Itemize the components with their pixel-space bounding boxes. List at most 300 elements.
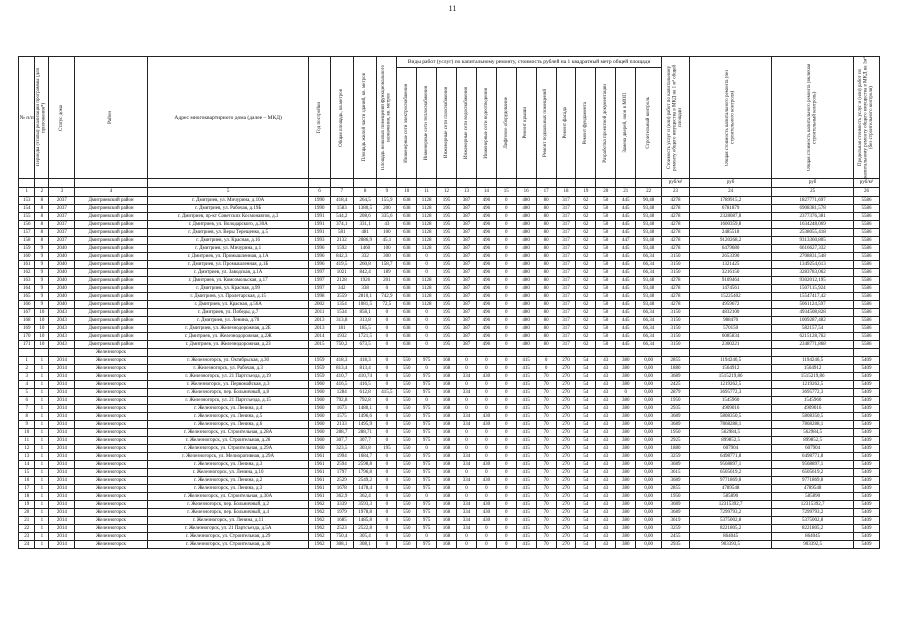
table-cell: 154 <box>19 205 35 213</box>
table-cell: 0 <box>496 261 516 269</box>
table-cell: 43 <box>596 373 616 381</box>
table-cell: 480 <box>516 277 536 285</box>
table-cell: 415 <box>516 357 536 365</box>
table-cell: 270 <box>556 365 576 373</box>
table-cell: 2014 <box>49 525 75 533</box>
table-cell: 2040 <box>49 245 75 253</box>
table-cell: 1 <box>35 453 49 461</box>
table-cell: 168 <box>19 317 35 325</box>
table-cell: 5409 <box>854 469 880 477</box>
table-cell: 5409 <box>854 461 880 469</box>
table-cell: Дмитриевский район <box>75 221 148 229</box>
table-row <box>19 517 880 525</box>
table-cell: 62 <box>576 293 596 301</box>
unit-cell <box>516 179 536 188</box>
table-cell: 2300221 <box>690 341 772 349</box>
table-cell: 50 <box>596 309 616 317</box>
table-cell: 12315392,7 <box>772 501 854 509</box>
table-cell: 0 <box>496 421 516 429</box>
table-cell: 93,48 <box>636 229 662 237</box>
table-cell: Железногорск <box>75 533 148 541</box>
table-cell: 50 <box>596 317 616 325</box>
table-cell: 4959672 <box>690 301 772 309</box>
table-row <box>19 333 880 341</box>
table-cell: 387 <box>457 341 477 349</box>
table-cell: 5586 <box>854 221 880 229</box>
table-cell: 3615 <box>661 469 689 477</box>
table-cell: 160 <box>19 253 35 261</box>
table-cell: 1380,5 <box>353 205 376 213</box>
col-total-cost-header: Общая стоимость капитального ремонта (без строительного контроля) <box>690 57 772 179</box>
table-cell: 0 <box>496 509 516 517</box>
table-cell: 380 <box>616 461 636 469</box>
table-cell: 445 <box>616 269 636 277</box>
table-cell: 80 <box>536 325 556 333</box>
table-cell: 9 <box>19 421 35 429</box>
table-cell: 54 <box>576 413 596 421</box>
table-cell: 585890 <box>690 493 772 501</box>
table-cell: Железногорск <box>75 477 148 485</box>
table-cell: 1962 <box>309 525 330 533</box>
table-cell: г. Дмитриев, ул. Промышленная, д.1А <box>147 253 309 261</box>
table-cell: 638 <box>397 205 417 213</box>
table-cell: 415 <box>516 373 536 381</box>
table-cell: 168 <box>437 485 457 493</box>
table-cell: 5409 <box>854 389 880 397</box>
table-cell: 43 <box>596 381 616 389</box>
table-cell: 317 <box>556 285 576 293</box>
table-row <box>19 197 880 205</box>
table-cell: Дмитриевский район <box>75 261 148 269</box>
column-number: 20 <box>596 188 616 197</box>
table-cell: 54 <box>576 453 596 461</box>
table-cell: 550 <box>397 517 417 525</box>
table-cell: 6498771,8 <box>690 453 772 461</box>
table-cell: 1515219,86 <box>690 373 772 381</box>
table-cell: 415,5 <box>377 389 397 397</box>
table-cell: 317 <box>556 221 576 229</box>
table-cell: 80 <box>536 333 556 341</box>
table-cell: 5586 <box>854 245 880 253</box>
table-cell: 2485518 <box>690 229 772 237</box>
table-cell: 54 <box>576 373 596 381</box>
table-cell: 415 <box>516 381 536 389</box>
table-cell: 5375002,8 <box>772 517 854 525</box>
table-cell: 195 <box>437 341 457 349</box>
table-cell: 975 <box>417 389 437 397</box>
table-cell: 153 <box>19 197 35 205</box>
table-cell: 70 <box>536 413 556 421</box>
table-cell: 0 <box>496 397 516 405</box>
table-cell: 1194246,5 <box>772 357 854 365</box>
table-cell: 1480,1 <box>353 405 376 413</box>
column-number: 18 <box>556 188 576 197</box>
table-cell: 496 <box>476 213 496 221</box>
table-cell: 612,8 <box>353 389 376 397</box>
table-cell: 5409 <box>854 373 880 381</box>
table-cell: Дмитриевский район <box>75 341 148 349</box>
table-cell: 1 <box>35 389 49 397</box>
table-cell <box>661 349 689 357</box>
table-cell: 90,48 <box>636 197 662 205</box>
table-cell: 14 <box>19 461 35 469</box>
table-cell: 430 <box>476 501 496 509</box>
table-cell: 43 <box>596 469 616 477</box>
table-cell: 410,7 <box>330 373 353 381</box>
table-cell: 0 <box>457 405 477 413</box>
table-row <box>19 285 880 293</box>
table-row <box>19 389 880 397</box>
table-cell: 9 <box>35 261 49 269</box>
table-cell: 387 <box>457 317 477 325</box>
table-cell: 0 <box>496 517 516 525</box>
table-cell: Железногорск <box>75 405 148 413</box>
table-cell: 66,34 <box>636 333 662 341</box>
table-cell: Дмитриевский район <box>75 229 148 237</box>
table-cell: 975 <box>417 501 437 509</box>
table-cell: 43 <box>596 429 616 437</box>
table-cell: г. Железногорск, пер. Больничный, д.8 <box>147 389 309 397</box>
table-cell: 0 <box>496 309 516 317</box>
table-cell: Железногорск <box>75 413 148 421</box>
table-cell: 387 <box>457 333 477 341</box>
table-cell: 54 <box>576 501 596 509</box>
table-cell: 0,00 <box>636 421 662 429</box>
table-cell: 0 <box>496 245 516 253</box>
table-cell: 1997 <box>309 269 330 277</box>
table-cell: 607904 <box>772 445 854 453</box>
table-cell: г. Дмитриев, ул. Заводская, д.1А <box>147 269 309 277</box>
table-cell: г. Дмитриев, ул. Железнодорожная, д.2Ж <box>147 333 309 341</box>
table-cell <box>309 349 330 357</box>
table-cell: 858,1 <box>353 309 376 317</box>
table-cell: 307,7 <box>353 437 376 445</box>
table-cell: 0 <box>496 317 516 325</box>
table-row <box>19 261 880 269</box>
table-cell: 445 <box>616 293 636 301</box>
table-cell <box>147 349 309 357</box>
table-cell: 975 <box>417 437 437 445</box>
table-cell: 550 <box>397 389 417 397</box>
table-cell: 0 <box>476 469 496 477</box>
table-cell: 550 <box>397 437 417 445</box>
work-type-header: Инженерные сети теплоснабжения <box>417 68 437 179</box>
table-cell: 8 <box>35 229 49 237</box>
table-cell: 496 <box>476 301 496 309</box>
table-cell: 50 <box>596 221 616 229</box>
table-cell: 638 <box>397 317 417 325</box>
table-cell: 6085834 <box>690 333 772 341</box>
page-number: 11 <box>448 4 457 13</box>
table-cell: 0 <box>417 333 437 341</box>
table-cell: 387 <box>457 229 477 237</box>
col-year-header: Год постройки <box>309 57 330 179</box>
table-cell: 2708831,548 <box>772 253 854 261</box>
table-cell: 4278 <box>661 205 689 213</box>
table-cell: 899852,5 <box>772 437 854 445</box>
table-cell: 2014 <box>49 493 75 501</box>
table-cell: 270 <box>556 373 576 381</box>
table-cell: 2014 <box>49 437 75 445</box>
table-cell: 300 <box>377 253 397 261</box>
table-cell: 195 <box>437 261 457 269</box>
table-cell: 70 <box>536 477 556 485</box>
table-cell: 4278 <box>661 229 689 237</box>
table-cell: 4909016 <box>772 405 854 413</box>
table-cell: 2529 <box>330 477 353 485</box>
table-cell: 0,00 <box>636 485 662 493</box>
table-cell: 5409 <box>854 437 880 445</box>
table-cell: 1960 <box>309 421 330 429</box>
table-cell: 158,7 <box>377 261 397 269</box>
table-cell: 270 <box>556 413 576 421</box>
column-number: 24 <box>690 188 772 197</box>
col-period-header: Периоды (этапы) реализации программы (для приложения*) <box>35 57 49 179</box>
table-cell: Железногорск <box>75 485 148 493</box>
table-cell: 50 <box>596 293 616 301</box>
table-cell: 5586 <box>854 197 880 205</box>
table-cell: 544,2 <box>330 213 353 221</box>
table-cell: 4278 <box>661 301 689 309</box>
table-cell: 496 <box>476 261 496 269</box>
table-cell: 161 <box>19 261 35 269</box>
table-cell: Железногорск <box>75 493 148 501</box>
table-cell: 1600359,8 <box>690 221 772 229</box>
table-cell: 5409 <box>854 429 880 437</box>
table-cell: 5409 <box>854 405 880 413</box>
table-cell: 550 <box>397 405 417 413</box>
table-cell: 334 <box>457 517 477 525</box>
table-cell: 380 <box>616 469 636 477</box>
table-cell: 419,5 <box>330 261 353 269</box>
table-cell: 975 <box>417 517 437 525</box>
table-cell: Дмитриевский район <box>75 277 148 285</box>
table-cell: 387 <box>457 309 477 317</box>
table-cell: 480 <box>516 293 536 301</box>
table-cell: 0 <box>377 469 397 477</box>
table-cell: 1678 <box>330 485 353 493</box>
table-row <box>19 469 880 477</box>
table-cell: Дмитриевский район <box>75 309 148 317</box>
table-cell: 50 <box>596 229 616 237</box>
table-cell: 54 <box>576 477 596 485</box>
table-cell: 445 <box>616 261 636 269</box>
table-cell: 168 <box>437 469 457 477</box>
table-cell: 270 <box>556 421 576 429</box>
table-cell: Железногорск <box>75 461 148 469</box>
table-cell: 162 <box>19 269 35 277</box>
table-cell: г. Железногорск, пер. Больничный, д.4 <box>147 509 309 517</box>
table-cell: 2014 <box>49 453 75 461</box>
table-cell: 1515219,86 <box>772 373 854 381</box>
table-cell: 415 <box>516 469 536 477</box>
table-cell: 0 <box>496 445 516 453</box>
table-cell: Железногорск <box>75 541 148 549</box>
table-cell: 171 <box>19 341 35 349</box>
table-cell: 3216150 <box>690 269 772 277</box>
table-cell: 70 <box>536 389 556 397</box>
table-cell: 1 <box>35 381 49 389</box>
table-cell: 43 <box>596 461 616 469</box>
table-cell: 582157,54 <box>772 325 854 333</box>
table-row <box>19 365 880 373</box>
table-cell: 496 <box>476 333 496 341</box>
table-cell: 0 <box>417 445 437 453</box>
table-cell: 43 <box>596 445 616 453</box>
table-cell: 0,00 <box>636 525 662 533</box>
table-cell: 155,9 <box>377 197 397 205</box>
table-cell: 0 <box>457 357 477 365</box>
table-cell: 208,6 <box>353 213 376 221</box>
table-cell: 9 <box>35 301 49 309</box>
table-cell: 380 <box>616 437 636 445</box>
table-cell: 4278 <box>661 237 689 245</box>
table-cell: 638 <box>397 309 417 317</box>
table-row <box>19 533 880 541</box>
table-cell: 0 <box>496 213 516 221</box>
table-cell: 1960 <box>309 437 330 445</box>
table-cell: 0 <box>496 301 516 309</box>
table-cell: 334 <box>457 413 477 421</box>
table-cell: 1996 <box>309 245 330 253</box>
table-cell: 387 <box>457 293 477 301</box>
table-cell: 1994 <box>330 453 353 461</box>
table-cell: 550 <box>397 421 417 429</box>
table-cell: Железногорск <box>75 357 148 365</box>
table-cell: 181 <box>330 325 353 333</box>
table-cell: 0 <box>457 437 477 445</box>
table-cell: 480 <box>516 245 536 253</box>
table-cell: г. Железногорск, ул. Строительная, д.28 <box>147 437 309 445</box>
table-cell: 54 <box>576 365 596 373</box>
table-cell: 334 <box>457 477 477 485</box>
table-cell: 842,4 <box>353 269 376 277</box>
table-cell: 6479680 <box>690 245 772 253</box>
table-cell: 975 <box>417 485 437 493</box>
unit-cell: руб <box>772 179 854 188</box>
col-cost-per-m2-header: Стоимость услуг и (или) работ по капитальному ремонту общего имущества в МКД на 1 м² общей площади <box>661 57 689 179</box>
work-type-header: Разработка проектной документации <box>596 68 616 179</box>
table-cell: 496 <box>476 237 496 245</box>
table-cell: Железногорск <box>75 469 148 477</box>
table-cell: 1 <box>35 509 49 517</box>
table-cell: 0 <box>496 269 516 277</box>
table-cell: 550 <box>397 461 417 469</box>
table-cell: 362,9 <box>330 493 353 501</box>
table-cell: 8 <box>35 197 49 205</box>
table-cell: г. Железногорск, ул. Ленина, д.11 <box>147 517 309 525</box>
work-type-header: Лифтовое оборудование <box>496 68 516 179</box>
table-cell: 0 <box>377 477 397 485</box>
table-cell: 387 <box>457 253 477 261</box>
table-cell: 21 <box>19 517 35 525</box>
table-cell: 66,34 <box>636 317 662 325</box>
table-cell: 1128 <box>417 197 437 205</box>
table-cell: 415 <box>516 365 536 373</box>
table-cell: 2014 <box>49 413 75 421</box>
table-cell: 6908381,578 <box>772 205 854 213</box>
table-cell: 380 <box>616 509 636 517</box>
table-cell: 4278 <box>661 245 689 253</box>
table-cell: 19 <box>19 501 35 509</box>
table-cell: 100 <box>377 229 397 237</box>
table-header <box>19 57 880 197</box>
table-cell: 0 <box>457 381 477 389</box>
table-cell: 43 <box>596 413 616 421</box>
unit-cell <box>330 179 353 188</box>
table-cell: г. Железногорск, ул. Строительная, д.29 <box>147 533 309 541</box>
table-cell: 313,8 <box>330 317 353 325</box>
table-cell: 481 <box>353 229 376 237</box>
table-cell: 317 <box>556 325 576 333</box>
table-cell: 62 <box>576 245 596 253</box>
table-cell: 0,00 <box>636 493 662 501</box>
table-cell: 1960 <box>309 389 330 397</box>
table-cell: 2015 <box>309 341 330 349</box>
table-cell: 842,3 <box>330 253 353 261</box>
column-number: 15 <box>496 188 516 197</box>
table-body <box>19 197 880 549</box>
table-cell: 260,8 <box>353 261 376 269</box>
table-cell: Железногорск <box>75 349 148 357</box>
table-cell: 638 <box>397 301 417 309</box>
table-cell <box>457 349 477 357</box>
table-cell: 1 <box>35 421 49 429</box>
col-status-header: Статус дома <box>49 57 75 179</box>
table-cell: 70 <box>536 397 556 405</box>
table-cell: 1950 <box>661 493 689 501</box>
table-cell: Дмитриевский район <box>75 269 148 277</box>
table-cell: 9 <box>35 293 49 301</box>
table-cell: 550 <box>397 453 417 461</box>
table-cell: 0 <box>377 413 397 421</box>
table-cell: 80 <box>536 269 556 277</box>
table-cell: 0,00 <box>636 469 662 477</box>
table-cell: Железногорск <box>75 381 148 389</box>
table-cell: 0 <box>616 389 636 397</box>
table-cell: 169 <box>19 325 35 333</box>
table-cell: 1926 <box>353 277 376 285</box>
table-cell: г. Железногорск, ул. Рабочая, д.3 <box>147 365 309 373</box>
table-cell: 270 <box>556 461 576 469</box>
table-cell: 2328087,8 <box>690 213 772 221</box>
table-cell: 305,4 <box>353 533 376 541</box>
table-cell: 0 <box>377 357 397 365</box>
table-cell: 2014 <box>49 445 75 453</box>
table-cell: 1962 <box>309 509 330 517</box>
table-cell: 334 <box>457 509 477 517</box>
table-cell: 2014 <box>49 533 75 541</box>
table-cell: 270 <box>556 445 576 453</box>
table-cell: 195 <box>437 221 457 229</box>
table-cell: 50 <box>596 213 616 221</box>
table-cell: 93,48 <box>636 221 662 229</box>
table-cell: 0 <box>476 365 496 373</box>
table-cell: 62 <box>576 325 596 333</box>
col-total-area-header: Общая площадь, кв.метров <box>330 57 353 179</box>
table-cell: 50 <box>596 205 616 213</box>
table-cell: 195 <box>437 277 457 285</box>
table-cell: 1564912 <box>690 365 772 373</box>
table-cell: 54 <box>576 469 596 477</box>
table-cell: 975 <box>417 429 437 437</box>
table-cell: 1 <box>35 501 49 509</box>
table-cell: 43 <box>596 437 616 445</box>
table-cell: 903393,5 <box>690 541 772 549</box>
table-cell: 3689 <box>661 501 689 509</box>
table-cell: 1219262,5 <box>772 381 854 389</box>
table-cell: 1684,7 <box>353 453 376 461</box>
